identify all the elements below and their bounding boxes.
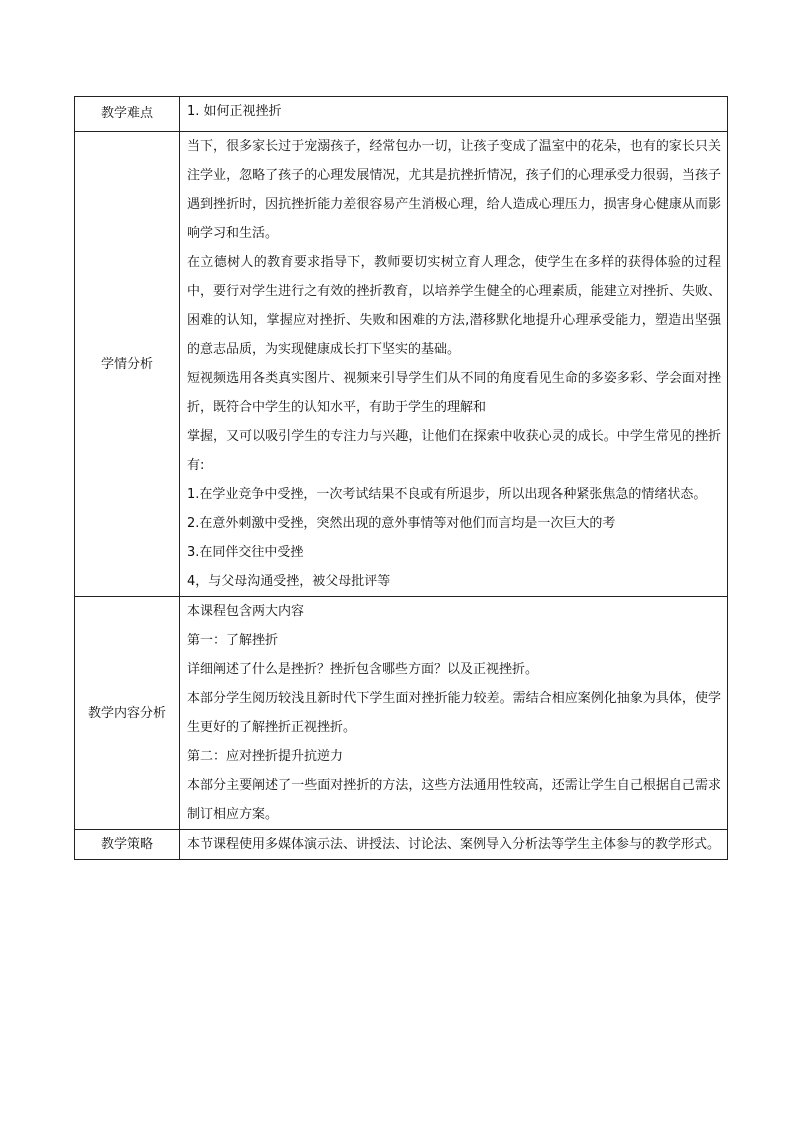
teaching-difficulty-text: 1. 如何正视挫折	[180, 97, 728, 132]
lesson-plan-table	[74, 96, 728, 860]
content-analysis-content	[180, 597, 728, 830]
analysis-paragraph: 3.在同伴交往中受挫	[187, 545, 304, 560]
analysis-paragraph: 在立德树人的教育要求指导下，教师要切实树立育人理念，使学生在多样的获得体验的过程中，要行对学生进行之有效的挫折教育，以培养学生健全的心理素质，能建立对挫折、失败、困难的认知，掌握应对挫折、失败和困难的方法,潜移默化地提升心理承受能力，塑造出坚强的意志品质，为实现健康成长打下坚实的基础。	[187, 255, 721, 357]
content-paragraph: 详细阐述了什么是挫折？挫折包含哪些方面？以及正视挫折。	[187, 662, 539, 677]
analysis-paragraph: 4，与父母沟通受挫，被父母批评等	[187, 574, 391, 589]
student-analysis-content	[180, 132, 728, 597]
row-teaching-strategy	[75, 830, 728, 860]
row-content-analysis	[75, 597, 728, 830]
label-content-analysis: 教学内容分析	[75, 597, 180, 830]
content-paragraph: 第一：了解挫折	[187, 633, 279, 648]
row-teaching-difficulty	[75, 97, 728, 132]
row-student-analysis	[75, 132, 728, 597]
analysis-paragraph: 2.在意外刺激中受挫，突然出现的意外事情等对他们而言均是一次巨大的考	[187, 516, 616, 531]
content-paragraph: 本课程包含两大内容	[187, 604, 305, 619]
content-paragraph: 本部分学生阅历较浅且新时代下学生面对挫折能力较差。需结合相应案例化抽象为具体，使学生更好的了解挫折正视挫折。	[187, 691, 721, 735]
content-paragraph: 第二：应对挫折提升抗逆力	[187, 749, 344, 764]
content-paragraph: 本部分主要阐述了一些面对挫折的方法，这些方法通用性较高，还需让学生自己根据自己需求制订相应方案。	[187, 778, 721, 822]
analysis-paragraph: 1.在学业竞争中受挫，一次考试结果不良或有所退步，所以出现各种紧张焦急的情绪状态。	[187, 487, 707, 502]
analysis-paragraph: 掌握，又可以吸引学生的专注力与兴趣，让他们在探索中收获心灵的成长。中学生常见的挫折有:	[187, 429, 721, 473]
label-student-analysis: 学情分析	[75, 132, 180, 597]
analysis-paragraph: 短视频选用各类真实图片、视频来引导学生们从不同的角度看见生命的多姿多彩、学会面对挫折，既符合中学生的认知水平，有助于学生的理解和	[187, 371, 721, 415]
teaching-strategy-text	[180, 830, 728, 860]
analysis-paragraph: 当下，很多家长过于宠溺孩子，经常包办一切，让孩子变成了温室中的花朵，也有的家长只关注学业，忽略了孩子的心理发展情况，尤其是抗挫折情况，孩子们的心理承受力很弱，当孩子遇到挫折时，因抗挫折能力差很容易产生消极心理，给人造成心理压力，损害身心健康从而影响学习和生活。	[187, 139, 721, 241]
strategy-paragraph: 本节课程使用多媒体演示法、讲授法、讨论法、案例导入分析法等学生主体参与的教学形式。	[187, 837, 721, 852]
label-teaching-strategy: 教学策略	[75, 830, 180, 860]
label-teaching-difficulty: 教学难点	[75, 97, 180, 132]
